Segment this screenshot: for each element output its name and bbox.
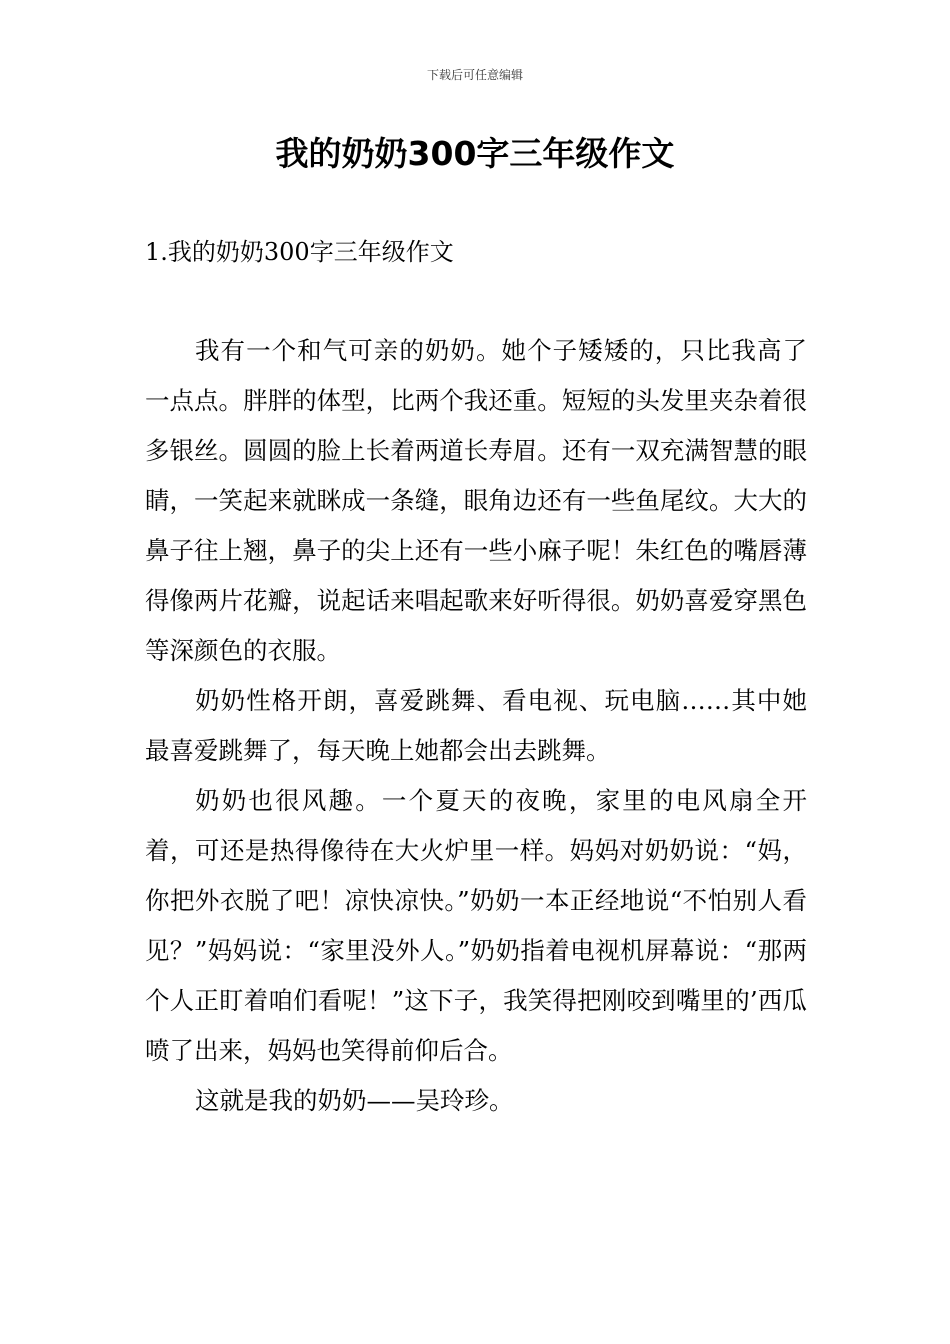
essay-paragraph-3: 奶奶也很风趣。一个夏天的夜晚，家里的电风扇全开着，可还是热得像待在大火炉里一样。妈妈对奶奶说：“妈，你把外衣脱了吧！凉快凉快。”奶奶一本正经地说“不怕别人看见？”妈妈说：“家里没外人。”奶奶指着电视机屏幕说：“那两个人正盯着咱们看呢！”这下子，我笑得把刚咬到嘴里的’西瓜喷了出来，妈妈也笑得前仰后合。 — [145, 786, 807, 1065]
section-heading: 1.我的奶奶300字三年级作文 — [145, 238, 454, 266]
essay-body — [145, 326, 807, 1126]
essay-paragraph-4: 这就是我的奶奶——吴玲珍。 — [195, 1086, 514, 1115]
document-title: 我的奶奶300字三年级作文 — [275, 134, 675, 173]
essay-paragraph-1: 我有一个和气可亲的奶奶。她个子矮矮的，只比我高了一点点。胖胖的体型，比两个我还重。短短的头发里夹杂着很多银丝。圆圆的脸上长着两道长寿眉。还有一双充满智慧的眼睛，一笑起来就眯成一条缝，眼角边还有一些鱼尾纹。大大的鼻子往上翘，鼻子的尖上还有一些小麻子呢！朱红色的嘴唇薄得像两片花瓣，说起话来唱起歌来好听得很。奶奶喜爱穿黑色等深颜色的衣服。 — [145, 336, 807, 665]
page-header-watermark: 下载后可任意编辑 — [426, 68, 523, 82]
essay-paragraph-2: 奶奶性格开朗，喜爱跳舞、看电视、玩电脑……其中她最喜爱跳舞了，每天晚上她都会出去跳舞。 — [145, 686, 807, 765]
